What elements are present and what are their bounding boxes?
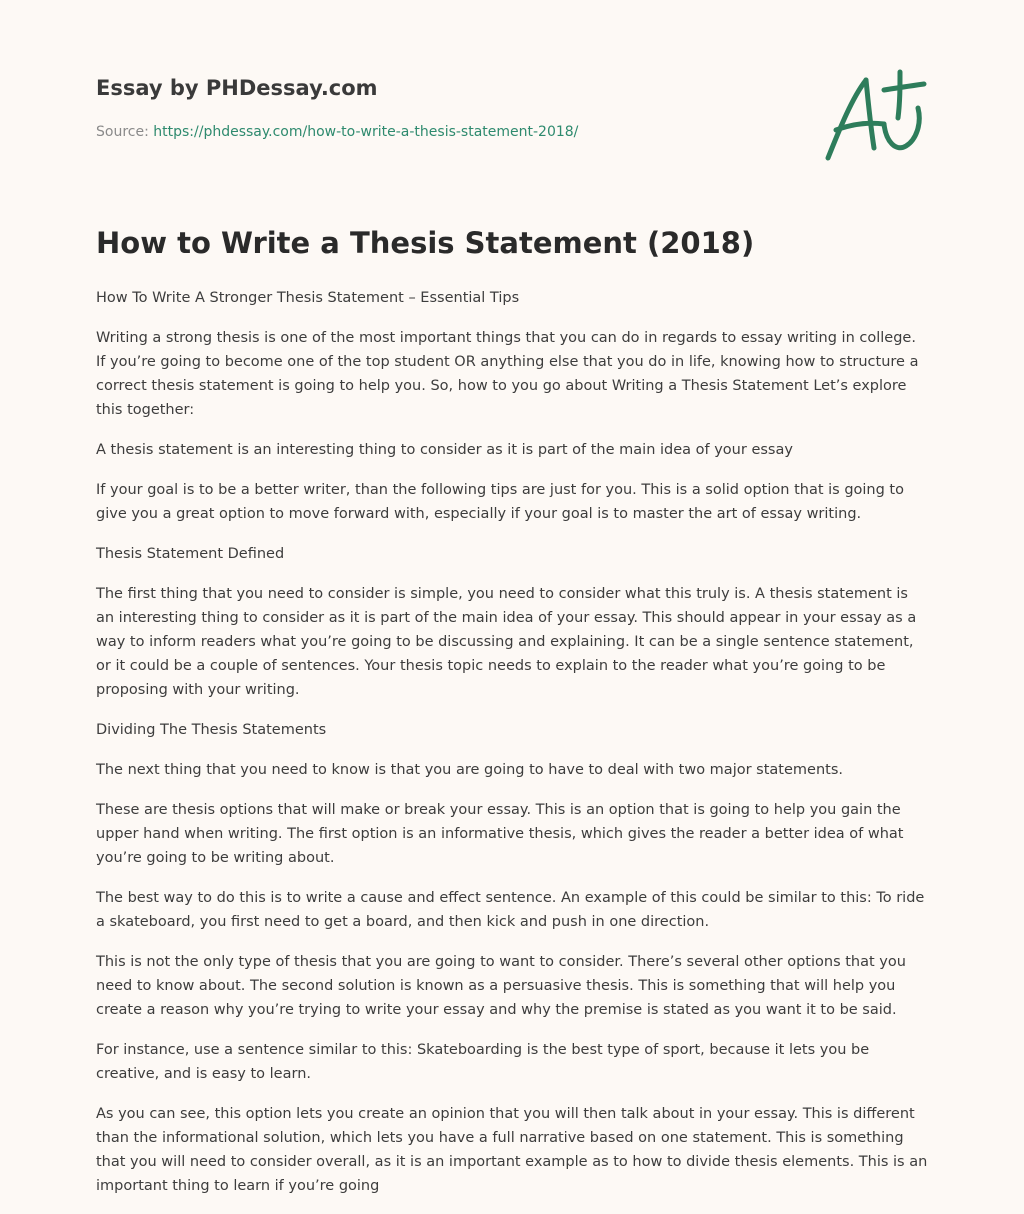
section-heading: Dividing The Thesis Statements (96, 722, 327, 738)
source-link[interactable]: https://phdessay.com/how-to-write-a-thesis-statement-2018/ (153, 124, 579, 140)
paragraph: If your goal is to be a better writer, than the following tips are just for you. This is a solid option that is going to give you a great option to move forward with, especially if your goal is to master the art of essay writing. (96, 482, 904, 522)
document-title: How to Write a Thesis Statement (2018) (96, 226, 755, 260)
paragraph: Writing a strong thesis is one of the most important things that you can do in regards to essay writing in college. If you’re going to become one of the top student OR anything else that you do in life, knowing how to structure a correct thesis statement is going to help you. So, how to you go about Writing a Thesis Statement Let’s explore this together: (96, 330, 919, 418)
site-title: Essay by PHDessay.com (96, 76, 378, 100)
paragraph: The best way to do this is to write a cause and effect sentence. An example of this could be similar to this: To ride a skateboard, you first need to get a board, and then kick and push in one direction. (96, 890, 925, 930)
paragraph: A thesis statement is an interesting thing to consider as it is part of the main idea of your essay (96, 442, 793, 458)
section-heading: Thesis Statement Defined (96, 546, 285, 562)
paragraph: This is not the only type of thesis that you are going to want to consider. There’s several other options that you need to know about. The second solution is known as a persuasive thesis. This is something that will help you create a reason why you’re trying to write your essay and why the premise is stated as you want it to be said. (96, 954, 906, 1018)
paragraph: How To Write A Stronger Thesis Statement – Essential Tips (96, 290, 520, 306)
paragraph: The next thing that you need to know is that you are going to have to deal with two major statements. (96, 762, 843, 778)
paragraph: As you can see, this option lets you create an opinion that you will then talk about in your essay. This is different than the informational solution, which lets you have a full narrative based on one statement. This is something that you will need to consider overall, as it is an important example as to how to divide thesis elements. This is an important thing to learn if you’re going (96, 1106, 928, 1194)
source-label: Source: (96, 124, 154, 140)
paragraph: For instance, use a sentence similar to this: Skateboarding is the best type of sport, because it lets you be creative, and is easy to learn. (96, 1042, 870, 1082)
paragraph: These are thesis options that will make or break your essay. This is an option that is going to help you gain the upper hand when writing. The first option is an informative thesis, which gives the reader a better idea of what you’re going to be writing about. (96, 802, 904, 866)
paragraph: The first thing that you need to consider is simple, you need to consider what this truly is. A thesis statement is an interesting thing to consider as it is part of the main idea of your essay. This should appear in your essay as a way to inform readers what you’re going to be discussing and explaining. It can be a single sentence statement, or it could be a couple of sentences. Your thesis topic needs to explain to the reader what you’re going to be proposing with your writing. (96, 586, 917, 698)
document-body (96, 286, 928, 1214)
a-plus-logo-icon (822, 66, 928, 166)
source-line (96, 124, 578, 140)
